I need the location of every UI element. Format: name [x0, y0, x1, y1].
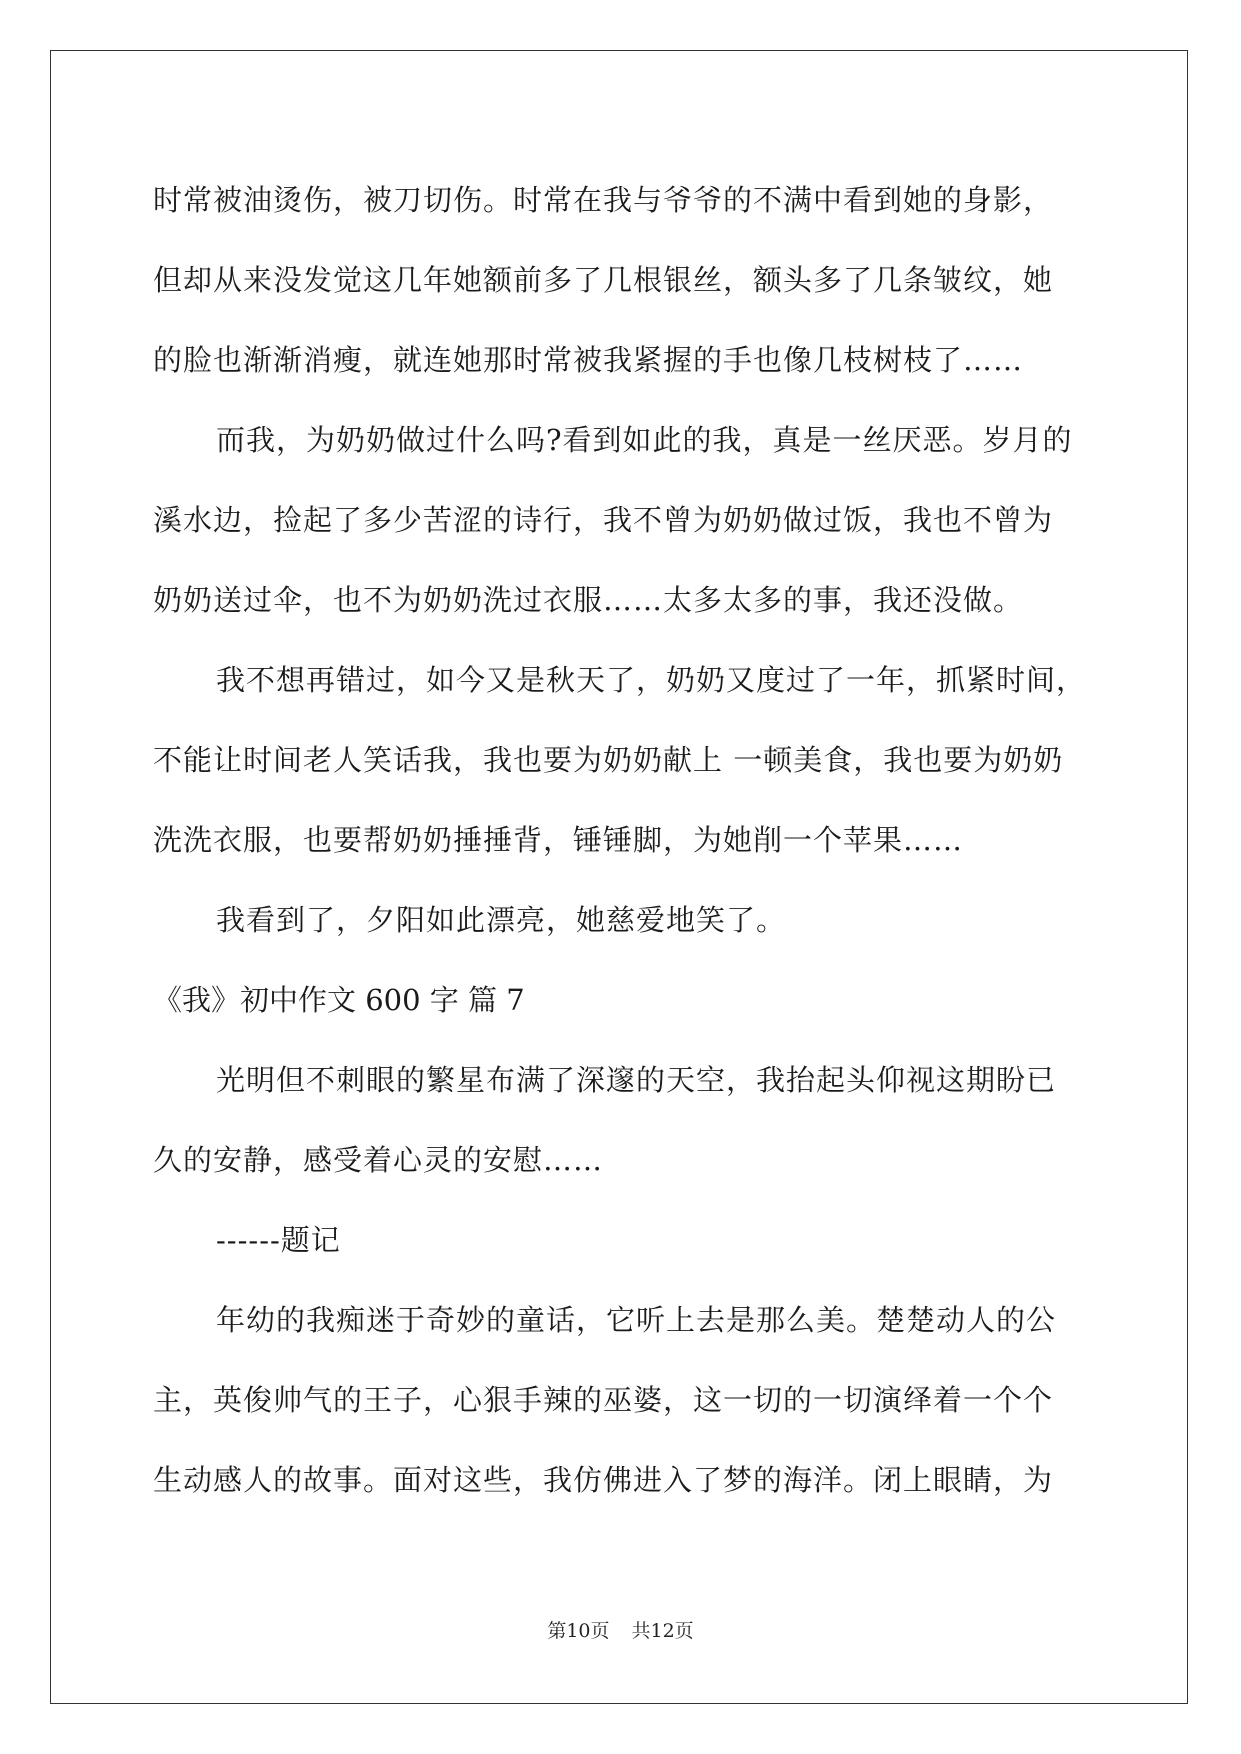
section-heading: 《我》初中作文 600 字 篇 7	[153, 983, 525, 1017]
text-line: 主，英俊帅气的王子，心狠手辣的巫婆，这一切的一切演绎着一个个	[153, 1383, 1054, 1417]
text-line: 的脸也渐渐消瘦，就连她那时常被我紧握的手也像几枝树枝了……	[153, 343, 1024, 377]
page-footer	[0, 1616, 1241, 1643]
paragraph-start: 光明但不刺眼的繁星布满了深邃的天空，我抬起头仰视这期盼已	[216, 1063, 1057, 1097]
paragraph-start: 而我，为奶奶做过什么吗?看到如此的我，真是一丝厌恶。岁月的	[216, 423, 1073, 457]
paragraph-start: 年幼的我痴迷于奇妙的童话，它听上去是那么美。楚楚动人的公	[216, 1303, 1057, 1337]
text-line: 溪水边，捡起了多少苦涩的诗行，我不曾为奶奶做过饭，我也不曾为	[153, 503, 1054, 537]
text-line: 不能让时间老人笑话我，我也要为奶奶献上 一顿美食，我也要为奶奶	[153, 743, 1064, 777]
paragraph-start: 我看到了，夕阳如此漂亮，她慈爱地笑了。	[216, 903, 787, 937]
text-line: 奶奶送过伞，也不为奶奶洗过衣服……太多太多的事，我还没做。	[153, 583, 1024, 617]
total-page-count: 共12页	[631, 1620, 694, 1642]
paragraph-start: 我不想再错过，如今又是秋天了，奶奶又度过了一年，抓紧时间，	[216, 663, 1087, 697]
text-line: 生动感人的故事。面对这些，我仿佛进入了梦的海洋。闭上眼睛，为	[153, 1463, 1054, 1497]
text-line: 洗洗衣服，也要帮奶奶捶捶背，锤锤脚，为她削一个苹果……	[153, 823, 964, 857]
epigraph-attribution: ------题记	[216, 1223, 341, 1257]
current-page-number: 第10页	[547, 1620, 610, 1642]
text-line: 时常被油烫伤，被刀切伤。时常在我与爷爷的不满中看到她的身影，	[153, 183, 1054, 217]
text-line: 久的安静，感受着心灵的安慰……	[153, 1143, 604, 1177]
document-body	[153, 160, 1093, 1520]
text-line: 但却从来没发觉这几年她额前多了几根银丝，额头多了几条皱纹，她	[153, 263, 1054, 297]
